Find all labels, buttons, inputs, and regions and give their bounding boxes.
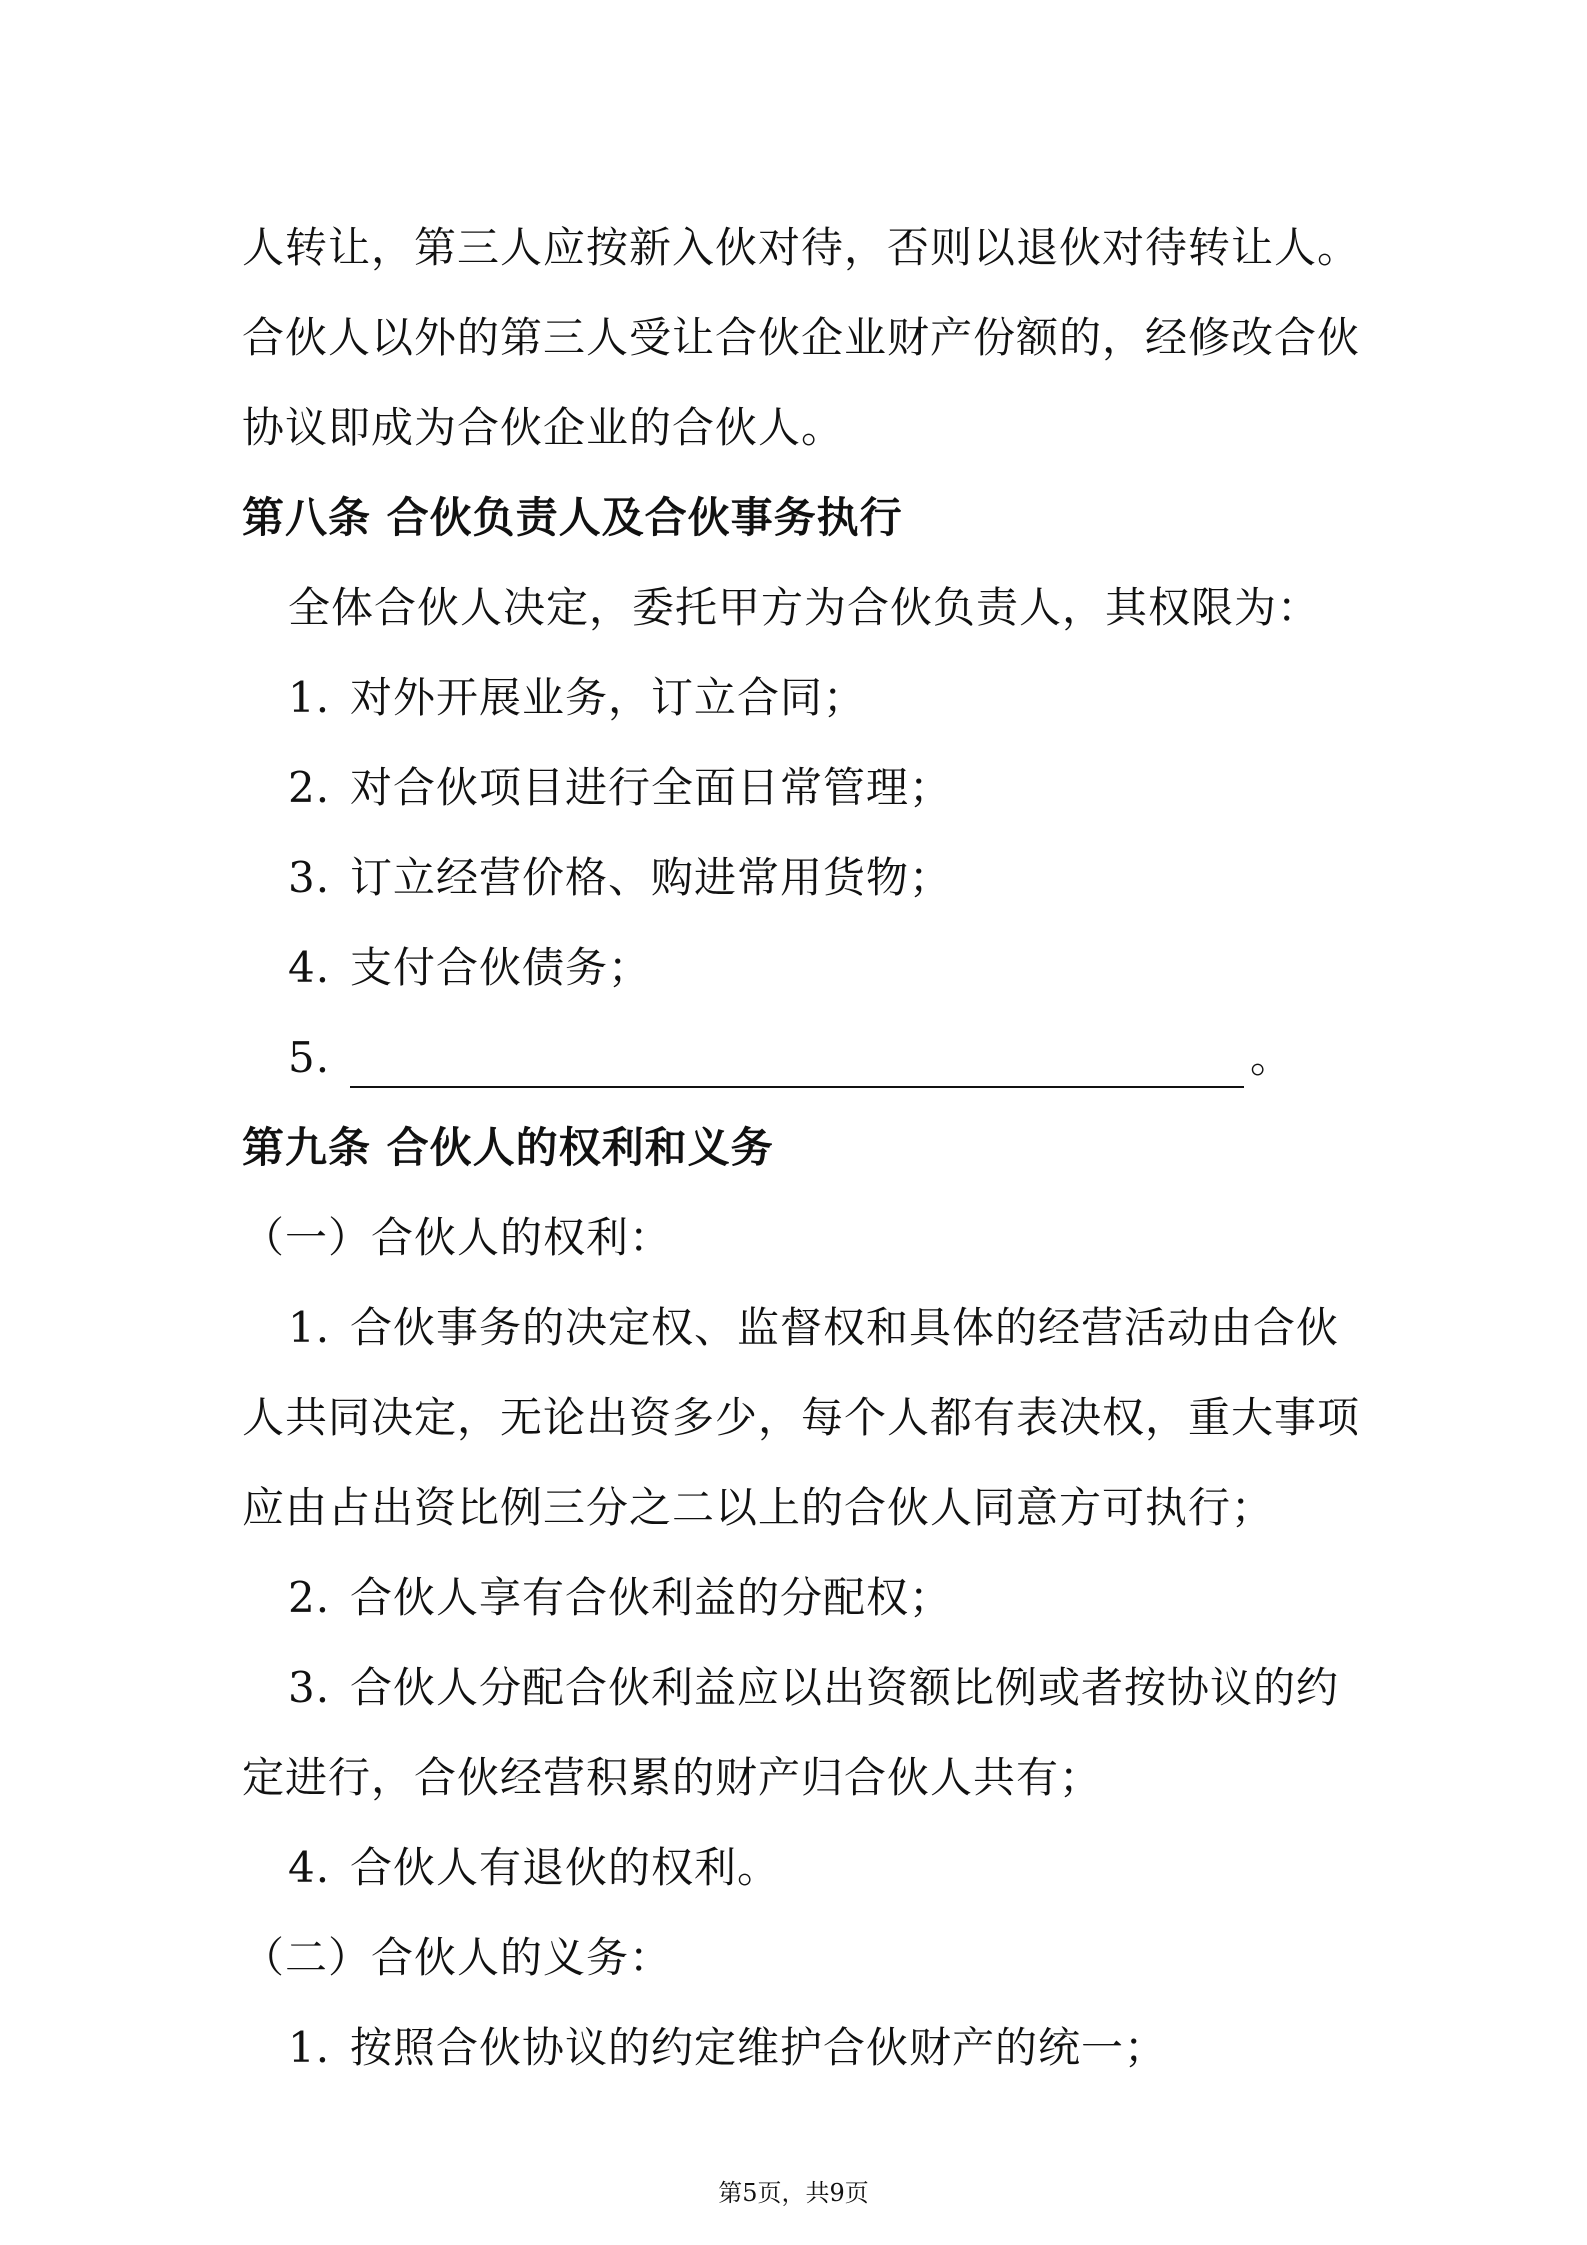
page-number-footer: 第5页，共9页 — [718, 2179, 869, 2207]
list-item-blank — [288, 1028, 1293, 1088]
list-text: 对外开展业务，订立合同； — [350, 673, 867, 722]
list-number: 5. — [288, 1033, 331, 1082]
list-text: 合伙人有退伙的权利。 — [350, 1843, 781, 1892]
paragraph-line: 人共同决定，无论出资多少，每个人都有表决权，重大事项 — [242, 1393, 1361, 1442]
list-item — [288, 1658, 1339, 1718]
list-text: 对合伙项目进行全面日常管理； — [350, 763, 953, 812]
list-item — [288, 1838, 780, 1898]
list-text: 合伙人分配合伙利益应以出资额比例或者按协议的约 — [350, 1663, 1340, 1712]
list-number: 2. — [288, 763, 331, 812]
paragraph-line: 协议即成为合伙企业的合伙人。 — [242, 403, 845, 452]
list-text: 合伙人享有合伙利益的分配权； — [350, 1573, 953, 1622]
article-8-intro: 全体合伙人决定，委托甲方为合伙负责人，其权限为： — [288, 583, 1321, 632]
list-number: 3. — [288, 1663, 331, 1712]
list-item — [288, 938, 651, 998]
list-item — [288, 668, 866, 728]
paragraph-line: 人转让，第三人应按新入伙对待，否则以退伙对待转让人。 — [242, 223, 1361, 272]
paragraph-line: 定进行，合伙经营积累的财产归合伙人共有； — [242, 1753, 1103, 1802]
rights-subheading: （一）合伙人的权利： — [242, 1213, 673, 1262]
list-item — [288, 758, 952, 818]
article-9-heading: 第九条 合伙人的权利和义务 — [242, 1123, 774, 1172]
list-number: 4. — [288, 943, 331, 992]
list-number: 1. — [288, 673, 331, 722]
list-number: 3. — [288, 853, 331, 902]
list-text: 订立经营价格、购进常用货物； — [350, 853, 953, 902]
list-text: 。 — [1250, 1033, 1294, 1082]
fill-in-blank[interactable] — [350, 1046, 1244, 1088]
list-number: 4. — [288, 1843, 331, 1892]
list-item — [288, 2018, 1167, 2078]
article-8-heading: 第八条 合伙负责人及合伙事务执行 — [242, 493, 903, 542]
duties-subheading: （二）合伙人的义务： — [242, 1933, 673, 1982]
list-item — [288, 1298, 1339, 1358]
paragraph-line: 合伙人以外的第三人受让合伙企业财产份额的，经修改合伙 — [242, 313, 1361, 362]
list-text: 支付合伙债务； — [350, 943, 652, 992]
paragraph-line: 应由占出资比例三分之二以上的合伙人同意方可执行； — [242, 1483, 1275, 1532]
list-text: 按照合伙协议的约定维护合伙财产的统一； — [350, 2023, 1168, 2072]
list-item — [288, 848, 952, 908]
list-item — [288, 1568, 952, 1628]
list-number: 2. — [288, 1573, 331, 1622]
list-number: 1. — [288, 2023, 331, 2072]
list-text: 合伙事务的决定权、监督权和具体的经营活动由合伙 — [350, 1303, 1340, 1352]
list-number: 1. — [288, 1303, 331, 1352]
